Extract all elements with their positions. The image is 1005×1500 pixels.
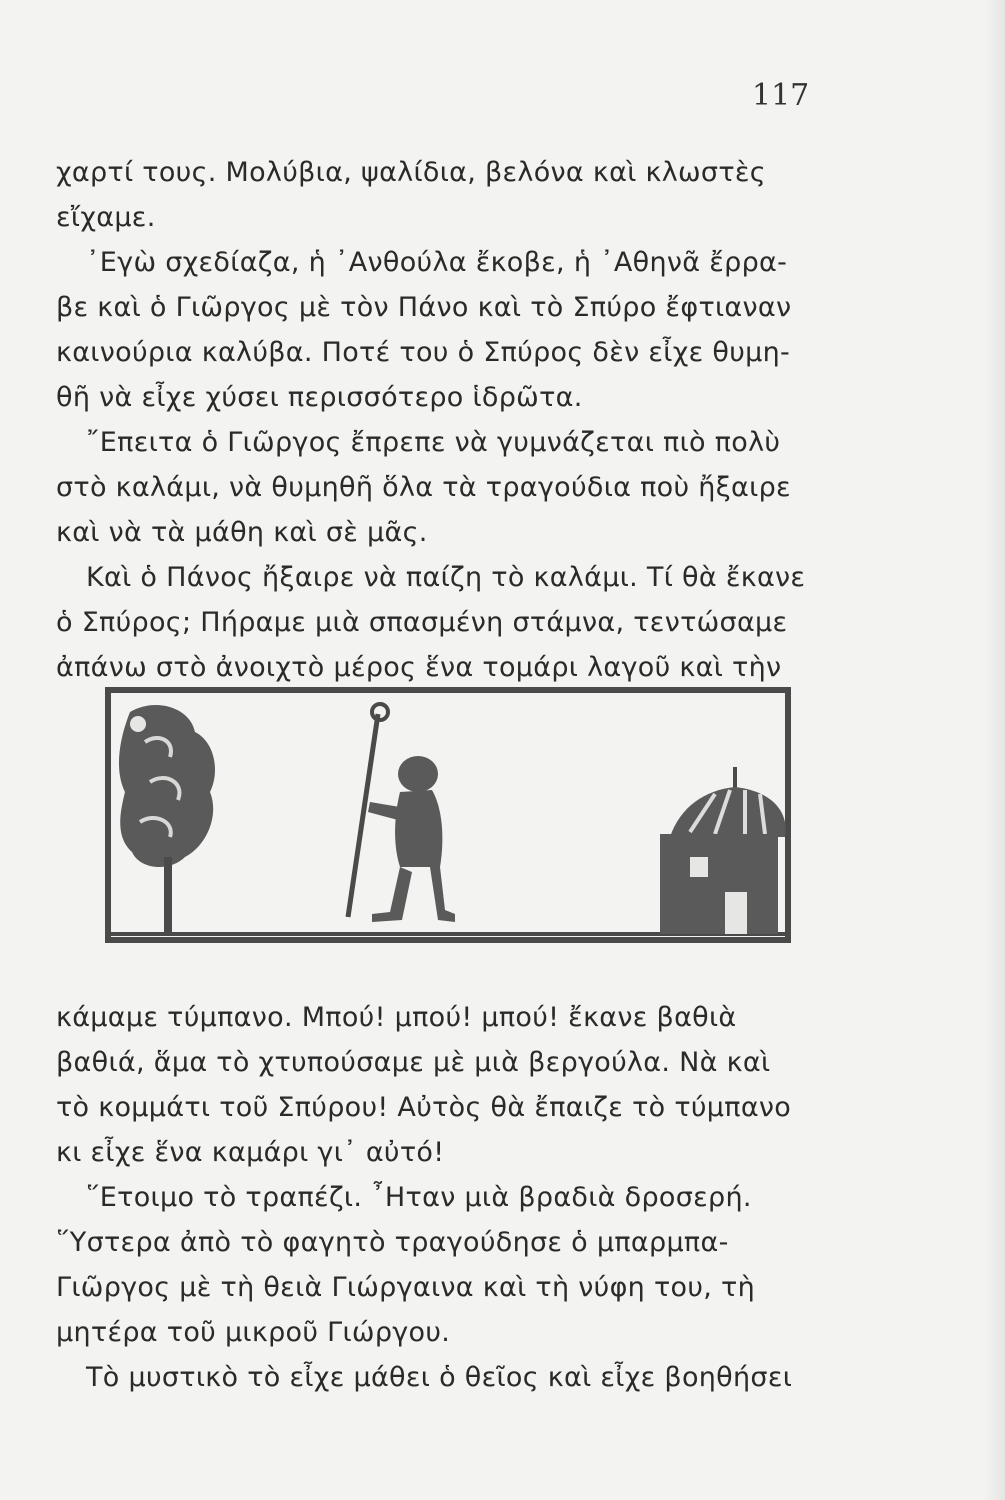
text-block-bottom [56,995,856,1400]
text-line: ῞Ετοιμο τὸ τραπέζι. ῏Ηταν μιὰ βραδιὰ δροσερή. [86,1182,752,1213]
text-line: καινούρια καλύβα. Ποτέ του ὁ Σπύρος δὲν εἶχε θυμη- [56,337,791,368]
tree-icon [119,705,215,935]
page-edge-shadow [985,0,1005,1500]
house-icon [660,767,786,934]
page-number: 117 [752,78,810,113]
text-line: καὶ νὰ τὰ μάθη καὶ σὲ μᾶς. [56,517,428,548]
text-line: εἴχαμε. [56,202,156,233]
text-line: βε καὶ ὁ Γιῶργος μὲ τὸν Πάνο καὶ τὸ Σπύρο ἔφτιαναν [56,292,792,323]
text-line: ῎Επειτα ὁ Γιῶργος ἔπρεπε νὰ γυμνάζεται πιὸ πολὺ [86,427,781,458]
text-line: ὁ Σπύρος; Πήραμε μιὰ σπασμένη στάμνα, τεντώσαμε [56,607,788,638]
text-block-top [56,150,856,690]
text-line: κι εἶχε ἕνα καμάρι γι᾿ αὐτό! [56,1137,445,1168]
text-line: τὸ κομμάτι τοῦ Σπύρου! Αὐτὸς θὰ ἔπαιζε τὸ τύμπανο [56,1092,792,1123]
text-line: Καὶ ὁ Πάνος ἤξαιρε νὰ παίζη τὸ καλάμι. Τί θὰ ἔκανε [86,562,806,593]
text-line: στὸ καλάμι, νὰ θυμηθῆ ὅλα τὰ τραγούδια ποὺ ἤξαιρε [56,472,791,503]
text-line: μητέρα τοῦ μικροῦ Γιώργου. [56,1317,451,1348]
text-line: χαρτί τους. Μολύβια, ψαλίδια, βελόνα καὶ κλωστὲς [56,157,766,188]
text-line: θῆ νὰ εἶχε χύσει περισσότερο ἱδρῶτα. [56,382,583,413]
illustration-svg [100,672,800,962]
woodcut-illustration [100,672,800,962]
text-line: Γιῶργος μὲ τὴ θειὰ Γιώργαινα καὶ τὴ νύφη του, τὴ [56,1272,756,1303]
shepherd-figure-icon [348,704,455,922]
text-line: ῞Υστερα ἀπὸ τὸ φαγητὸ τραγούδησε ὁ μπαρμπα- [56,1227,729,1258]
text-line: Τὸ μυστικὸ τὸ εἶχε μάθει ὁ θεῖος καὶ εἶχε βοηθήσει [86,1362,793,1393]
text-line: κάμαμε τύμπανο. Μπού! μπού! μπού! ἔκανε βαθιὰ [56,1002,737,1033]
text-line: ἀπάνω στὸ ἀνοιχτὸ μέρος ἕνα τομάρι λαγοῦ καὶ τὴν [56,652,782,683]
text-line: βαθιά, ἅμα τὸ χτυπούσαμε μὲ μιὰ βεργούλα. Νὰ καὶ [56,1047,771,1078]
text-line: ᾿Εγὼ σχεδίαζα, ἡ ᾿Ανθούλα ἔκοβε, ἡ ᾿Αθηνᾶ ἔρρα- [86,247,788,278]
